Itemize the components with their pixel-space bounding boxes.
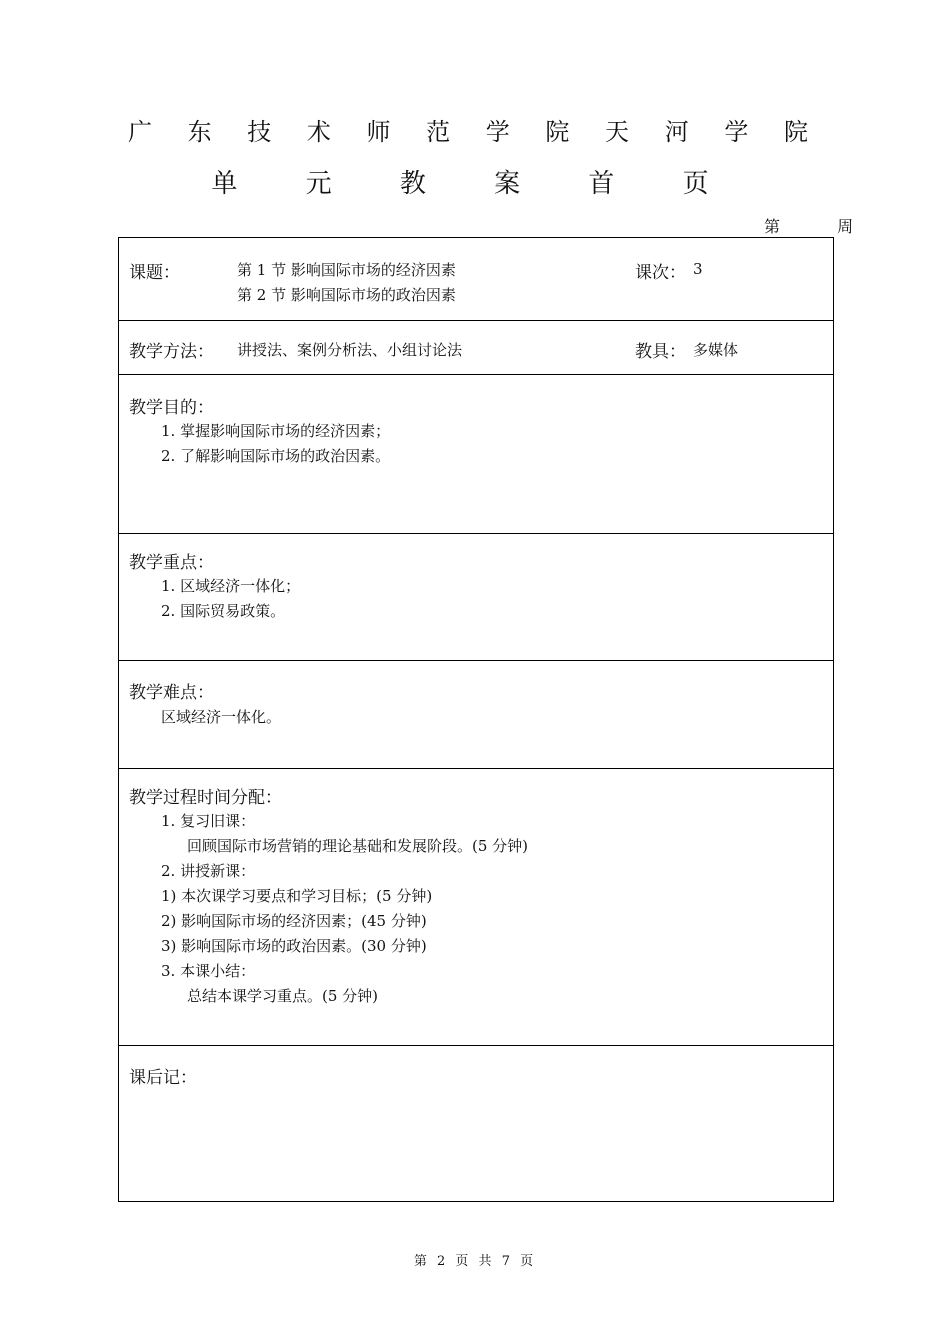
- objectives-label: 教学目的：: [129, 398, 214, 418]
- key-points-row: [119, 534, 833, 661]
- process-item: 2. 讲授新课：: [161, 862, 256, 880]
- week-label: 第 周: [764, 217, 880, 236]
- form-title: 单 元 教 案 首 页: [211, 169, 739, 199]
- notes-label: 课后记：: [129, 1068, 197, 1088]
- process-item: 总结本课学习重点。(5 分钟): [187, 987, 379, 1005]
- process-item: 3) 影响国际市场的政治因素。(30 分钟): [161, 937, 427, 955]
- process-item: 1. 复习旧课：: [161, 812, 256, 830]
- process-item: 1) 本次课学习要点和学习目标；(5 分钟): [161, 887, 433, 905]
- process-row: [119, 769, 833, 1046]
- session-label: 课次：: [635, 263, 686, 283]
- difficulty-item: 区域经济一体化。: [161, 708, 282, 726]
- topic-label: 课题：: [129, 263, 180, 283]
- process-item: 2) 影响国际市场的经济因素；(45 分钟): [161, 912, 427, 930]
- objectives-row: [119, 375, 833, 534]
- page-number: 第 2 页 共 7 页: [413, 1254, 537, 1269]
- topic-row: [119, 238, 833, 321]
- method-row: [119, 321, 833, 375]
- tools-label: 教具：: [635, 342, 686, 362]
- notes-row: [119, 1046, 833, 1201]
- key-points-label: 教学重点：: [129, 553, 214, 573]
- tools-value: 多媒体: [693, 341, 739, 359]
- key-point-item: 2. 国际贸易政策。: [161, 602, 286, 620]
- process-item: 3. 本课小结：: [161, 962, 256, 980]
- session-value: 3: [693, 260, 703, 278]
- process-label: 教学过程时间分配：: [129, 788, 282, 808]
- key-point-item: 1. 区域经济一体化；: [161, 577, 301, 595]
- objective-item: 2. 了解影响国际市场的政治因素。: [161, 447, 391, 465]
- method-label: 教学方法：: [129, 342, 214, 362]
- objective-item: 1. 掌握影响国际市场的经济因素；: [161, 422, 391, 440]
- school-title: 广 东 技 术 师 范 学 院 天 河 学 院: [128, 118, 822, 146]
- lesson-plan-table: [118, 237, 834, 1202]
- difficulties-row: [119, 661, 833, 769]
- difficulties-label: 教学难点：: [129, 683, 214, 703]
- process-item: 回顾国际市场营销的理论基础和发展阶段。(5 分钟): [187, 837, 529, 855]
- topic-line-2: 第 2 节 影响国际市场的政治因素: [237, 286, 456, 304]
- method-value: 讲授法、案例分析法、小组讨论法: [237, 341, 463, 359]
- topic-line-1: 第 1 节 影响国际市场的经济因素: [237, 261, 456, 279]
